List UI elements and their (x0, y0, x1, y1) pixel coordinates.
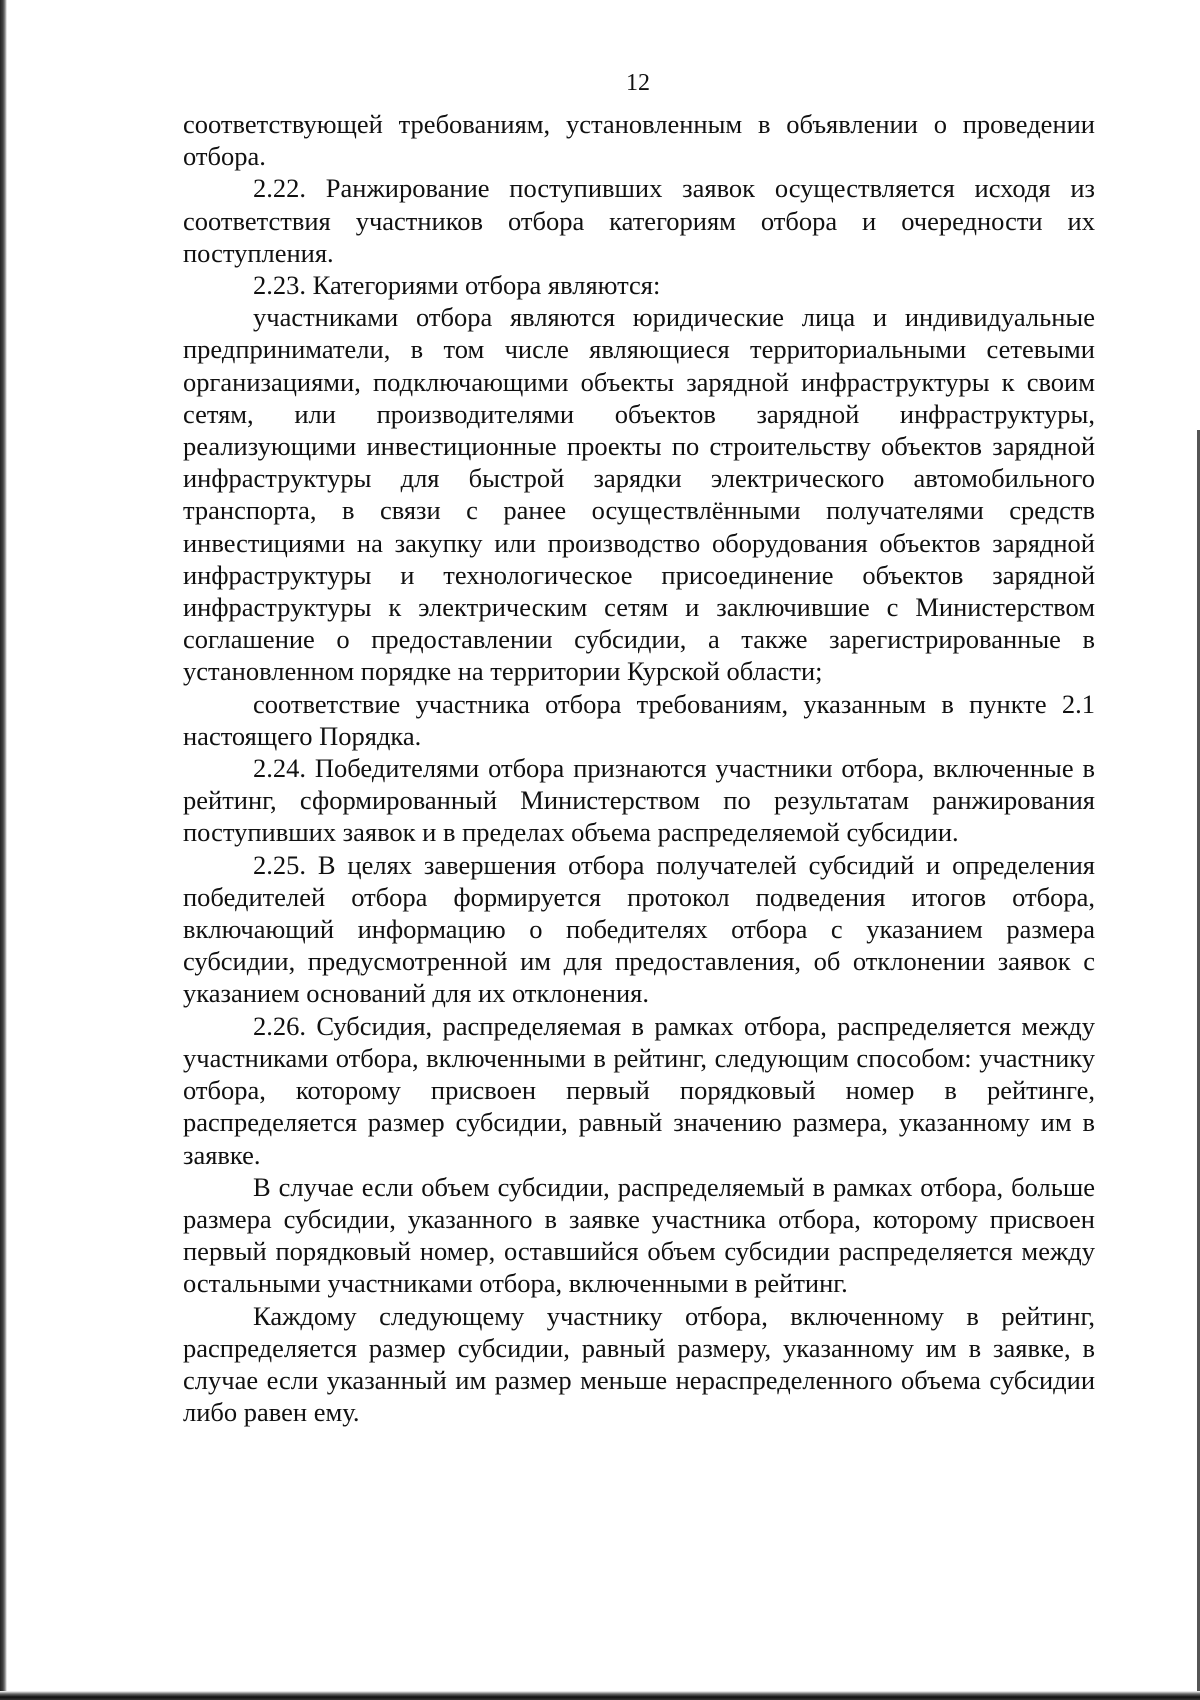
paragraph-next-participant: Каждому следующему участнику отбора, включенному в рейтинг, распределяется размер субсидии, равный размеру, указанному им в заявке, в случае если указанный им размер меньше нераспределенного объема субсидии либо равен ему. (183, 1300, 1095, 1428)
paragraph-category-participants: участниками отбора являются юридические лица и индивидуальные предприниматели, в том числе являющиеся территориальными сетевыми организациями, подключающими объекты зарядной инфраструктуры к своим сетям, или производителями объектов зарядной инфраструктуры, реализующими инвестиционные проекты по строительству объектов зарядной инфраструктуры для быстрой зарядки электрического автомобильного транспорта, в связи с ранее осуществлёнными получателями средств инвестициями на закупку или производство оборудования объектов зарядной инфраструктуры и технологическое присоединение объектов зарядной инфраструктуры к электрическим сетям и заключившие с Министерством соглашение о предоставлении субсидии, а также зарегистрированные в установленном порядке на территории Курской области; (183, 302, 1095, 687)
paragraph-2-26: 2.26. Субсидия, распределяемая в рамках отбора, распределяется между участниками отбора, включенными в рейтинг, следующим способом: участнику отбора, которому присвоен первый порядковый номер в рейтинге, распределяется размер субсидии, равный значению размера, указанному им в заявке. (183, 1010, 1095, 1170)
scan-edge-left (0, 0, 7, 1700)
paragraph-2-22: 2.22. Ранжирование поступивших заявок осуществляется исходя из соответствия участников отбора категориям отбора и очередности их поступления. (183, 173, 1095, 268)
paragraph-category-requirements: соответствие участника отбора требованиям, указанным в пункте 2.1 настоящего Порядка. (183, 688, 1095, 751)
scan-edge-bottom (0, 1691, 1200, 1700)
paragraph-1: соответствующей требованиям, установленным в объявлении о проведении отбора. (183, 109, 1095, 172)
paragraph-2-24: 2.24. Победителями отбора признаются участники отбора, включенные в рейтинг, сформированный Министерством по результатам ранжирования поступивших заявок и в пределах объема распределяемой субсидии. (183, 753, 1095, 848)
paragraph-2-23: 2.23. Категориями отбора являются: (253, 270, 661, 301)
document-body (183, 108, 1095, 1428)
paragraph-2-25: 2.25. В целях завершения отбора получателей субсидий и определения победителей отбора формируется протокол подведения итогов отбора, включающий информацию о победителях отбора с указанием размера субсидии, предусмотренной им для предоставления, об отклонении заявок с указанием оснований для их отклонения. (183, 849, 1095, 1009)
paragraph-remaining-volume: В случае если объем субсидии, распределяемый в рамках отбора, больше размера субсидии, указанного в заявке участника отбора, которому присвоен первый порядковый номер, оставшийся объем субсидии распределяется между остальными участниками отбора, включенными в рейтинг. (183, 1171, 1095, 1299)
page-number: 12 (626, 70, 650, 96)
